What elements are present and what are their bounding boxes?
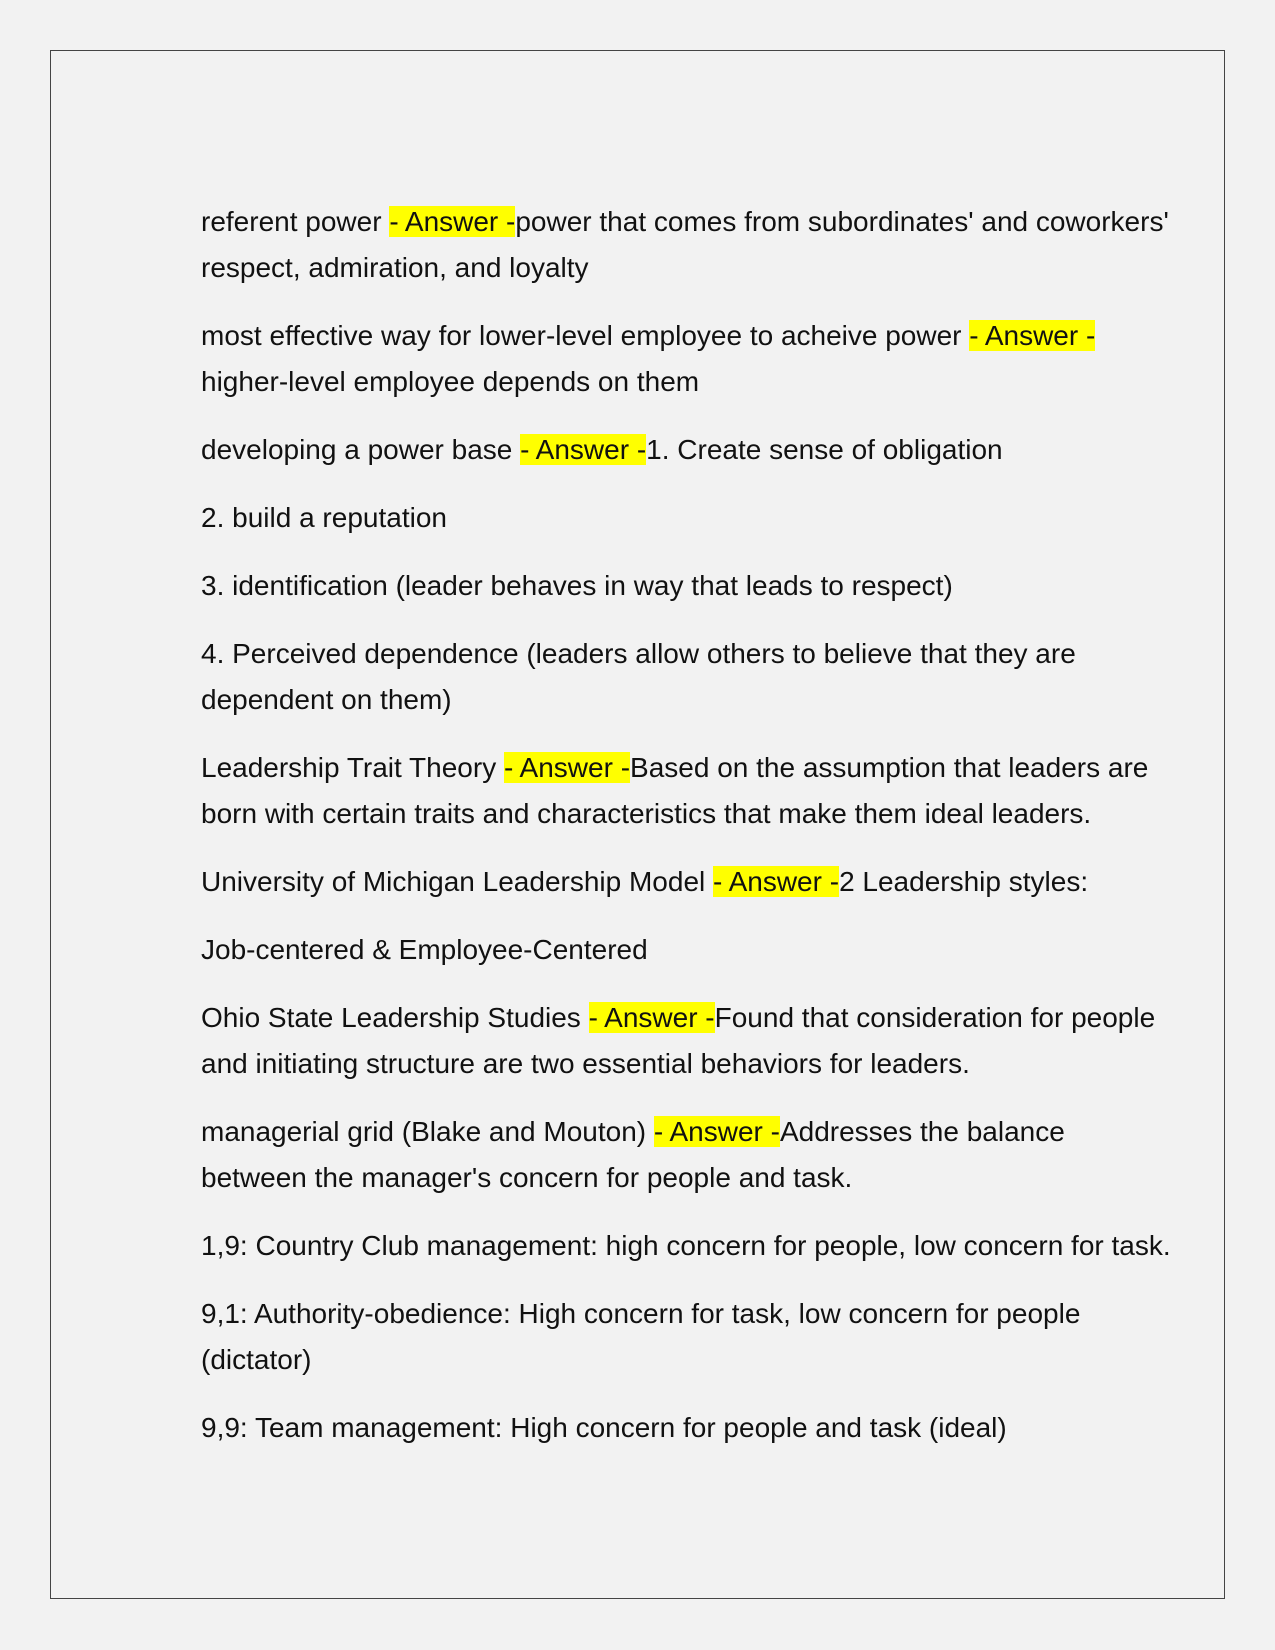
list-item: 2. build a reputation — [201, 502, 447, 533]
answer-marker: - Answer - — [389, 206, 516, 237]
term: managerial grid (Blake and Mouton) — [201, 1116, 654, 1147]
flashcard-ohio-state — [201, 995, 1176, 1087]
list-item: 9,1: Authority-obedience: High concern for task, low concern for people (dictator) — [201, 1298, 1081, 1375]
flashcard-referent-power — [201, 199, 1176, 291]
list-item: 9,9: Team management: High concern for people and task (ideal) — [201, 1412, 1007, 1443]
list-item: 3. identification (leader behaves in way that leads to respect) — [201, 570, 953, 601]
answer-marker: - Answer - — [520, 434, 647, 465]
term: Ohio State Leadership Studies — [201, 1002, 589, 1033]
list-item: 1,9: Country Club management: high concern for people, low concern for task. — [201, 1230, 1171, 1261]
flashcard-effective-power — [201, 313, 1176, 405]
list-item: Job-centered & Employee-Centered — [201, 934, 648, 965]
definition: 2 Leadership styles: — [839, 866, 1089, 897]
flashcard-managerial-grid — [201, 1109, 1176, 1201]
term: developing a power base — [201, 434, 521, 465]
document-page — [50, 50, 1225, 1599]
term: Leadership Trait Theory — [201, 752, 504, 783]
definition: Found that consideration for people and initiating structure are two essential behaviors for leaders. — [201, 1002, 1156, 1079]
answer-marker: - Answer - — [588, 1002, 715, 1033]
term: University of Michigan Leadership Model — [201, 866, 714, 897]
definition: power that comes from subordinates' and coworkers' respect, admiration, and loyalty — [201, 206, 1169, 283]
answer-marker: - Answer - — [713, 866, 840, 897]
term: referent power — [201, 206, 390, 237]
list-item: 4. Perceived dependence (leaders allow others to believe that they are dependent on them) — [201, 638, 1076, 715]
flashcard-power-base — [201, 427, 1176, 473]
definition: higher-level employee depends on them — [201, 366, 700, 397]
definition: 1. Create sense of obligation — [646, 434, 1003, 465]
term: most effective way for lower-level employee to acheive power — [201, 320, 970, 351]
definition: Addresses the balance between the manager's concern for people and task. — [201, 1116, 1065, 1193]
definition: Based on the assumption that leaders are born with certain traits and characteristics that make them ideal leaders. — [201, 752, 1149, 829]
flashcard-michigan-model — [201, 859, 1176, 905]
document-body — [201, 199, 1176, 1473]
flashcard-trait-theory — [201, 745, 1176, 837]
answer-marker: - Answer - — [969, 320, 1096, 351]
answer-marker: - Answer - — [653, 1116, 780, 1147]
answer-marker: - Answer - — [503, 752, 631, 783]
